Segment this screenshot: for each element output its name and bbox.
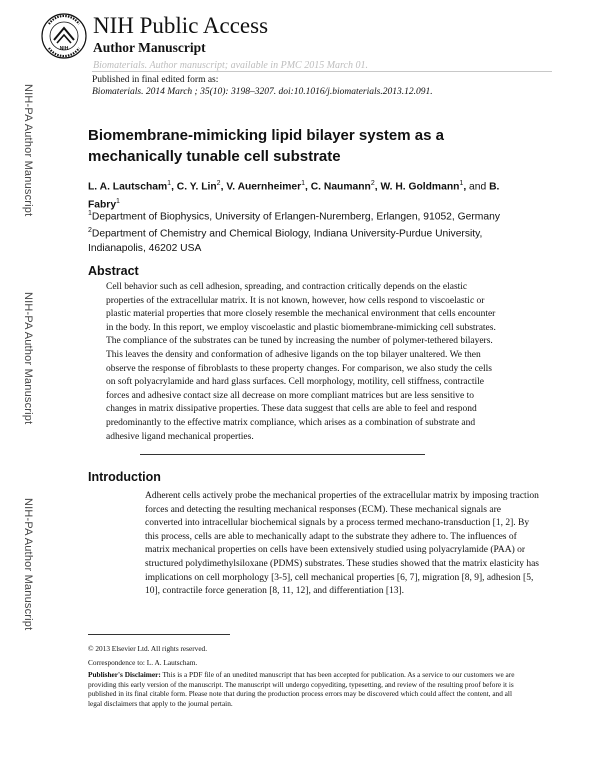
affiliation-text: Department of Chemistry and Chemical Biology, Indiana University-Purdue University, Indianapolis, 46202 USA — [88, 228, 483, 255]
author-name: V. Auernheimer — [226, 181, 302, 193]
citation-line — [92, 87, 433, 97]
author-name: W. H. Goldmann — [380, 181, 460, 193]
side-label-1: NIH-PA Author Manuscript — [22, 84, 34, 217]
footnote-divider — [88, 634, 230, 635]
journal-availability-line: Biomaterials. Author manuscript; available in PMC 2015 March 01. — [93, 60, 368, 71]
disclaimer-text: This is a PDF file of an unedited manuscript that has been accepted for publication. As a service to our customers we are providing this early version of the manuscript. The manuscript will undergo copyediting, typesetting, and review of the resulting proof before it is published in its final citable form. Please note that during the production process errors may be discovered which could affect the content, and all legal disclaimers that apply to the journal pertain. — [88, 670, 515, 708]
citation-text: Biomaterials. 2014 March ; 35(10): 3198–3207. doi:10.1016/j.biomaterials.2013.12.091. — [92, 87, 433, 97]
introduction-body: Adherent cells actively probe the mechanical properties of the extracellular matrix by imposing traction forces and detecting the resulting mechanical responses (ECM). These mechanical signals are converted into intracellular biochemical signals by a process termed mechano-transduction [1, 2]. By this process, cells are able to mechanically adapt to the substrate they adhere to. The influences of matrix mechanical properties on cells have been extensively studied using polyacrylamide (PAA) or structured polydimethylsiloxane (PDMS) substrates. These studies showed that the matrix elasticity has implications on cell morphology [3-5], cell mechanical properties [6, 7], migration [8, 9], adhesion [5, 10], contractile force generation [8, 11, 12], and differentiation [13]. — [145, 491, 540, 597]
author-name: B. Fabry — [88, 181, 500, 211]
affiliation-mark: 1 — [88, 210, 92, 217]
author-affil-mark: 2 — [370, 180, 375, 187]
published-in-label: Published in final edited form as: — [92, 75, 219, 85]
paper-title: Biomembrane-mimicking lipid bilayer system as a mechanically tunable cell substrate — [88, 127, 444, 165]
affiliation-text: Department of Biophysics, University of Erlangen-Nuremberg, Erlangen, 91052, Germany — [91, 211, 500, 223]
introduction-heading: Introduction — [88, 470, 161, 484]
affiliation-2 — [88, 223, 528, 256]
author-affil-mark: 1 — [459, 180, 464, 187]
author-affil-mark: 1 — [116, 198, 120, 206]
author-affil-mark: 2 — [216, 180, 221, 187]
logo-letters: NIH — [59, 46, 69, 52]
side-label-2: NIH-PA Author Manuscript — [22, 292, 34, 425]
author-name: C. Naumann — [310, 181, 371, 193]
publisher-disclaimer — [88, 670, 518, 708]
side-label-3: NIH-PA Author Manuscript — [22, 498, 34, 631]
author-affil-mark: 1 — [301, 180, 305, 187]
disclaimer-label: Publisher's Disclaimer: — [88, 670, 161, 679]
nih-seal-logo — [40, 10, 88, 62]
correspondence-note: Correspondence to: L. A. Lautscham. — [88, 658, 198, 667]
copyright-notice: © 2013 Elsevier Ltd. All rights reserved. — [88, 644, 208, 653]
author-list: L. A. Lautscham$^1$, C. Y. Lin$^2$, V. Auernheimer$^1$, C. Naumann$^2$, W. H. Goldmann$^1$, and B. Fabry$^1$ — [88, 180, 500, 211]
affiliation-1 — [88, 206, 528, 224]
abstract-heading: Abstract — [88, 264, 139, 278]
author-affil-mark: 1 — [167, 180, 172, 187]
affiliation-mark: 2 — [88, 227, 92, 234]
author-name: C. Y. Lin — [176, 181, 217, 193]
abstract-divider — [140, 454, 425, 455]
abstract-body: Cell behavior such as cell adhesion, spreading, and contraction critically depends on the elastic properties of the extracellular matrix. It is not known, however, how cells respond to viscoelastic or plastic material properties that more closely resemble the mechanical environment that cells encounter in the body. In this report, we employ viscoelastic and plastic biomembrane-mimicking cell substrates. The compliance of the substrates can be tuned by increasing the number of polymer-tethered bilayers. This leaves the density and conformation of adhesive ligands on the top bilayer unaltered. We then observe the response of fibroblasts to these property changes. For comparison, we also study the cells on soft polyacrylamide and hard glass surfaces. Cell morphology, motility, cell stiffness, contractile forces and adhesive contact size all decrease on more compliant matrices but are less sensitive to changes in matrix dissipative properties. These data suggest that cells are able to feel and respond predominantly to the effective matrix compliance, which arises as a combination of substrate and adhesive ligand mechanical properties. — [106, 282, 496, 442]
header-divider — [92, 71, 552, 72]
author-name: L. A. Lautscham — [88, 181, 168, 193]
nih-public-access-title: NIH Public Access — [93, 13, 269, 38]
author-manuscript-label: Author Manuscript — [93, 40, 206, 55]
